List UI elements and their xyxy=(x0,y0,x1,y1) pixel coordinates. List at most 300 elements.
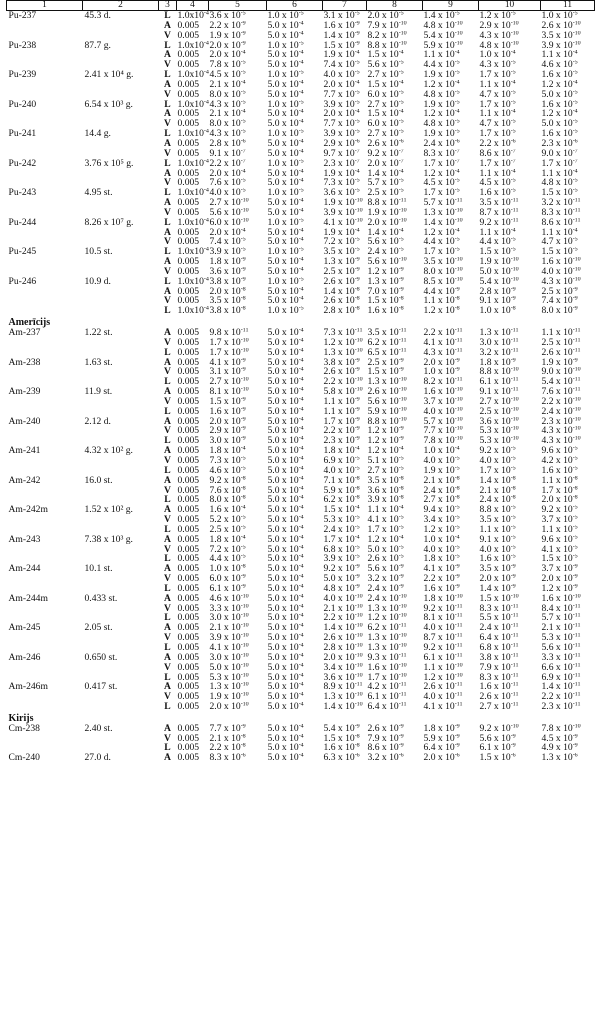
coefficient-cell: 8.0 x $10^{-5}$ xyxy=(209,89,246,100)
f1-value: 0.005 xyxy=(177,89,200,100)
coefficient-cell: 2.3 x 10-11 xyxy=(541,702,581,712)
coefficient-cell: 5.0 x $10^{-4}$ xyxy=(267,296,304,307)
half-life xyxy=(83,574,159,584)
half-life: 7.38 x 10³ g. xyxy=(84,534,133,545)
absorption-class: L xyxy=(164,70,171,80)
coefficient-cell: 9.7 x $10^{-7}$ xyxy=(323,148,360,159)
header-cell: 3 xyxy=(159,1,177,11)
table-row xyxy=(7,436,595,446)
coefficient-cell: 1.0 x $10^{-4}$ xyxy=(423,534,460,545)
coefficient-cell: 2.0 x $10^{-4}$ xyxy=(323,79,360,90)
coefficient-cell: 1.7 x $10^{-10}$ xyxy=(209,337,249,348)
absorption-class: L xyxy=(164,702,171,712)
coefficient-cell: 1.1 x $10^{-5}$ xyxy=(479,524,516,535)
nuclide-name xyxy=(7,495,83,505)
coefficient-cell: 6.1 x 10-11 xyxy=(423,652,463,663)
nuclide-name: Pu-241 xyxy=(8,129,37,139)
coefficient-cell: 2.1 x $10^{-4}$ xyxy=(209,79,246,90)
table-row xyxy=(7,643,595,653)
half-life xyxy=(83,178,159,188)
coefficient-cell: 1.6 x 10-8 xyxy=(323,743,360,754)
absorption-class: Ā xyxy=(164,475,171,486)
coefficient-cell: 4.6 x $10^{-5}$ xyxy=(541,60,578,71)
coefficient-cell: 7.7 x $10^{-10}$ xyxy=(423,426,463,437)
half-life xyxy=(83,554,159,564)
coefficient-cell: 1.8 x $10^{-4}$ xyxy=(323,446,360,456)
coefficient-cell: 7.8 x 10-10 xyxy=(541,723,581,734)
half-life xyxy=(83,338,159,348)
nuclide-name: Am-239 xyxy=(8,387,41,397)
half-life xyxy=(83,139,159,149)
absorption-class: Ā xyxy=(164,20,171,31)
nuclide-name xyxy=(7,178,83,188)
table-row xyxy=(7,21,595,31)
absorption-class: L xyxy=(164,40,171,51)
f1-value: 0.005 xyxy=(177,387,200,397)
coefficient-cell: 4.8 x $10^{-5}$ xyxy=(423,89,460,100)
coefficient-cell: 1.9 x $10^{-4}$ xyxy=(323,227,360,238)
table-row xyxy=(7,505,595,515)
coefficient-cell: 5.0 x $10^{-4}$ xyxy=(267,426,304,437)
half-life: 14.4 g. xyxy=(84,129,111,139)
header-row xyxy=(7,1,595,11)
coefficient-cell: 5.0 x $10^{-5}$ xyxy=(541,119,578,130)
f1-value: 0.005 xyxy=(177,60,200,71)
coefficient-cell: 3.8 x $10^{-8}$ xyxy=(209,306,246,317)
half-life: 45.3 d. xyxy=(84,10,111,21)
coefficient-cell: 8.2 x $10^{-10}$ xyxy=(367,30,407,41)
half-life: 87.7 g. xyxy=(84,40,111,51)
absorption-class: L xyxy=(164,554,171,565)
half-life xyxy=(83,367,159,377)
table-row xyxy=(7,594,595,604)
f1-value: 0.005 xyxy=(177,485,200,496)
coefficient-cell: 1.5 x $10^{-4}$ xyxy=(323,505,360,516)
coefficient-cell: 6.8 x $10^{-5}$ xyxy=(323,544,360,555)
f1-value: $1.0x10^{-4}$ xyxy=(177,10,209,21)
coefficient-cell: 6.2 x $10^{-11}$ xyxy=(367,623,407,634)
coefficient-cell: 4.0 x 10-11 xyxy=(423,692,463,703)
coefficient-cell: 1.4 x $10^{-10}$ xyxy=(323,623,363,634)
coefficient-cell: 4.1 x 10-10 xyxy=(209,643,249,653)
nuclide-name xyxy=(7,574,83,584)
half-life xyxy=(83,90,159,100)
nuclide-name xyxy=(7,663,83,673)
coefficient-cell: 1.5 x $10^{-5}$ xyxy=(541,188,578,199)
coefficient-cell: 2.1 x $10^{-4}$ xyxy=(209,109,246,120)
coefficient-cell: 5.0 x $10^{-4}$ xyxy=(267,79,304,90)
table-row xyxy=(7,623,595,633)
coefficient-cell: 5.0 x $10^{-4}$ xyxy=(267,387,304,397)
coefficient-cell: 1.5 x $10^{-10}$ xyxy=(479,593,519,604)
coefficient-cell: 1.2 x $10^{-4}$ xyxy=(423,79,460,90)
f1-value: 0.005 xyxy=(177,633,200,643)
coefficient-cell: 2.6 x 10-11 xyxy=(479,692,519,703)
nuclide-name xyxy=(7,139,83,149)
coefficient-cell: 1.7 x $10^{-10}$ xyxy=(209,347,249,358)
coefficient-cell: 3.2 x 10-6 xyxy=(367,753,404,764)
coefficient-cell: 2.3 x $10^{-7}$ xyxy=(323,158,360,169)
coefficient-cell: 4.0 x $10^{-10}$ xyxy=(423,406,463,417)
table-row xyxy=(7,90,595,100)
coefficient-cell: 5.9 x 10-9 xyxy=(423,733,460,744)
coefficient-cell: 1.9 x $10^{-4}$ xyxy=(323,50,360,61)
table-row xyxy=(7,11,595,21)
half-life: 10.5 st. xyxy=(84,247,113,258)
coefficient-cell: 5.0 x 10-4 xyxy=(267,652,304,663)
coefficient-cell: 2.4 x $10^{-9}$ xyxy=(367,583,404,594)
coefficient-cell: 7.6 x $10^{-5}$ xyxy=(209,178,246,189)
coefficient-cell: 3.5 x $10^{-8}$ xyxy=(209,296,246,307)
coefficient-cell: 5.0 x 10-4 xyxy=(267,743,304,754)
half-life xyxy=(83,228,159,238)
nuclide-name xyxy=(7,119,83,129)
coefficient-cell: 5.6 x $10^{-5}$ xyxy=(367,60,404,71)
coefficient-cell: 4.0 x $10^{-10}$ xyxy=(541,266,581,277)
coefficient-cell: 8.0 x $10^{-9}$ xyxy=(541,306,578,317)
coefficient-cell: 3.2 x $10^{-9}$ xyxy=(367,574,404,584)
coefficient-cell: 5.0 x $10^{-5}$ xyxy=(541,89,578,100)
coefficient-cell: 4.8 x $10^{-10}$ xyxy=(479,40,519,51)
coefficient-cell: 5.4 x $10^{-10}$ xyxy=(479,276,519,287)
coefficient-cell: 1.2 x $10^{-8}$ xyxy=(423,306,460,317)
half-life xyxy=(83,633,159,643)
coefficient-cell: 1.3 x $10^{-10}$ xyxy=(423,207,463,218)
half-life xyxy=(83,80,159,90)
f1-value: 0.005 xyxy=(177,328,200,338)
f1-value: 0.005 xyxy=(177,593,200,604)
nuclide-name xyxy=(7,426,83,436)
half-life xyxy=(83,702,159,712)
table-row xyxy=(7,50,595,60)
coefficient-cell: 5.6 x $10^{-9}$ xyxy=(367,564,404,575)
header-cell: 7 xyxy=(323,1,367,11)
coefficient-cell: 5.3 x 10-11 xyxy=(541,633,581,643)
coefficient-cell: 5.8 x $10^{-10}$ xyxy=(323,387,363,397)
absorption-class: V xyxy=(164,603,171,614)
coefficient-cell: 2.3 x $10^{-9}$ xyxy=(323,436,360,447)
coefficient-cell: 4.3 x $10^{-10}$ xyxy=(541,276,581,287)
coefficient-cell: 1.4 x $10^{-4}$ xyxy=(367,168,404,179)
nuclide-name xyxy=(7,643,83,653)
coefficient-cell: 8.3 x $10^{-11}$ xyxy=(479,603,519,614)
coefficient-cell: 4.4 x $10^{-5}$ xyxy=(479,237,516,248)
coefficient-cell: 2.5 x $10^{-9}$ xyxy=(541,286,578,297)
coefficient-cell: 5.0 x $10^{-4}$ xyxy=(267,554,304,565)
absorption-class: Ā xyxy=(164,387,171,397)
coefficient-cell: 1.1 x $10^{-4}$ xyxy=(541,50,578,61)
coefficient-cell: 1.0 x $10^{-5}$ xyxy=(267,306,304,317)
half-life: 8.26 x 10⁷ g. xyxy=(84,217,134,228)
coefficient-cell: 5.0 x $10^{-4}$ xyxy=(267,257,304,267)
coefficient-cell: 1.2 x $10^{-4}$ xyxy=(367,534,404,545)
coefficient-cell: 1.6 x $10^{-5}$ xyxy=(541,70,578,80)
nuclide-name xyxy=(7,367,83,377)
coefficient-cell: 2.6 x $10^{-8}$ xyxy=(323,296,360,307)
coefficient-cell: 4.2 x $10^{-5}$ xyxy=(541,455,578,466)
coefficient-cell: 1.7 x $10^{-7}$ xyxy=(541,158,578,169)
table-row xyxy=(7,653,595,663)
f1-value: 0.005 xyxy=(177,465,200,476)
absorption-class: L xyxy=(164,465,171,476)
coefficient-cell: 5.6 x $10^{-10}$ xyxy=(209,207,249,218)
half-life xyxy=(83,257,159,267)
coefficient-cell: 1.2 x $10^{-9}$ xyxy=(367,426,404,437)
coefficient-cell: 1.6 x 10-11 xyxy=(479,682,519,693)
coefficient-cell: 2.4 x $10^{-10}$ xyxy=(541,406,581,417)
nuclide-name: Am-245 xyxy=(8,623,41,634)
nuclide-name xyxy=(7,198,83,208)
half-life xyxy=(83,296,159,306)
coefficient-cell: 1.2 x $10^{-4}$ xyxy=(423,168,460,179)
table-row xyxy=(7,328,595,338)
nuclide-name xyxy=(7,90,83,100)
nuclide-name: Am-242 xyxy=(8,475,41,486)
coefficient-cell: 5.0 x $10^{-4}$ xyxy=(267,416,304,427)
table-row xyxy=(7,198,595,208)
coefficient-cell: 5.0 x $10^{-4}$ xyxy=(267,524,304,535)
nuclide-name xyxy=(7,515,83,525)
table-row xyxy=(7,149,595,159)
header-cell: 10 xyxy=(479,1,541,11)
coefficient-cell: 7.4 x $10^{-9}$ xyxy=(541,296,578,307)
table-row xyxy=(7,129,595,139)
coefficient-cell: 5.0 x 10-10 xyxy=(209,662,249,673)
coefficient-cell: 7.9 x $10^{-10}$ xyxy=(367,20,407,31)
coefficient-cell: 5.0 x $10^{-4}$ xyxy=(267,119,304,130)
f1-value: 0.005 xyxy=(177,583,200,594)
nuclide-name: Pu-244 xyxy=(8,217,37,228)
coefficient-cell: 3.5 x $10^{-11}$ xyxy=(479,198,519,208)
half-life: 0.650 st. xyxy=(84,652,118,663)
coefficient-cell: 2.2 x $10^{-9}$ xyxy=(423,574,460,584)
coefficient-cell: 1.0 x $10^{-5}$ xyxy=(267,129,304,139)
half-life: 0.417 st. xyxy=(84,682,118,693)
header-cell: 2 xyxy=(83,1,159,11)
nuclide-name: Pu-240 xyxy=(8,99,37,110)
coefficient-cell: 5.2 x $10^{-5}$ xyxy=(209,515,246,525)
coefficient-cell: 1.3 x 10-10 xyxy=(367,643,407,653)
coefficient-cell: 5.0 x 10-4 xyxy=(267,672,304,683)
coefficient-cell: 5.0 x $10^{-4}$ xyxy=(267,148,304,159)
coefficient-cell: 1.7 x $10^{-8}$ xyxy=(541,485,578,496)
nuclide-name xyxy=(7,436,83,446)
absorption-class: Ā xyxy=(164,286,171,297)
coefficient-cell: 5.0 x $10^{-4}$ xyxy=(267,505,304,516)
coefficient-cell: 9.2 x $10^{-7}$ xyxy=(367,148,404,159)
coefficient-cell: 4.7 x $10^{-5}$ xyxy=(479,119,516,130)
coefficient-cell: 9.3 x 10-11 xyxy=(367,652,407,663)
coefficient-cell: 6.8 x 10-11 xyxy=(479,643,519,653)
absorption-class: V xyxy=(164,574,171,584)
f1-value: 0.005 xyxy=(177,733,200,744)
coefficient-cell: 1.7 x $10^{-7}$ xyxy=(479,158,516,169)
coefficient-cell: 5.0 x $10^{-4}$ xyxy=(267,50,304,61)
coefficient-cell: 5.0 x $10^{-4}$ xyxy=(267,207,304,218)
nuclide-name xyxy=(7,466,83,476)
f1-value: 0.005 xyxy=(177,286,200,297)
coefficient-cell: 1.9 x $10^{-10}$ xyxy=(479,257,519,267)
half-life: 4.95 st. xyxy=(84,188,113,199)
coefficient-cell: 2.9 x $10^{-10}$ xyxy=(479,20,519,31)
coefficient-cell: 1.3 x $10^{-11}$ xyxy=(479,328,519,338)
table-row xyxy=(7,139,595,149)
coefficient-cell: 5.0 x $10^{-4}$ xyxy=(267,60,304,71)
absorption-class: L xyxy=(164,99,171,110)
table-row xyxy=(7,208,595,218)
header-cell: 1 xyxy=(7,1,83,11)
coefficient-cell: 2.1 x 10-11 xyxy=(541,623,581,634)
coefficient-cell: 4.3 x $10^{-5}$ xyxy=(209,129,246,139)
coefficient-cell: 5.0 x 10-4 xyxy=(267,733,304,744)
coefficient-cell: 1.7 x $10^{-7}$ xyxy=(423,158,460,169)
f1-value: 0.005 xyxy=(177,296,200,307)
coefficient-cell: 5.7 x $10^{-10}$ xyxy=(423,416,463,427)
nuclide-name: Am-237 xyxy=(8,328,41,338)
absorption-class: V xyxy=(164,148,171,159)
absorption-class: Ā xyxy=(164,198,171,208)
coefficient-cell: 1.3 x $10^{-10}$ xyxy=(323,347,363,358)
half-life xyxy=(83,515,159,525)
nuclide-name xyxy=(7,673,83,683)
coefficient-cell: 2.0 x $10^{-4}$ xyxy=(209,227,246,238)
coefficient-cell: 2.9 x $10^{-9}$ xyxy=(209,426,246,437)
coefficient-cell: 8.3 x $10^{-7}$ xyxy=(423,148,460,159)
coefficient-cell: 1.2 x $10^{-9}$ xyxy=(541,583,578,594)
coefficient-cell: 2.0 x $10^{-9}$ xyxy=(479,574,516,584)
coefficient-cell: 2.1 x $10^{-10}$ xyxy=(209,623,249,634)
nuclide-name: Cm-238 xyxy=(8,723,40,734)
coefficient-cell: 5.0 x $10^{-4}$ xyxy=(267,564,304,575)
coefficient-cell: 7.4 x $10^{-5}$ xyxy=(323,60,360,71)
coefficient-cell: 2.0 x $10^{-5}$ xyxy=(367,10,404,21)
table-row xyxy=(7,306,595,316)
coefficient-cell: 5.0 x $10^{-9}$ xyxy=(323,574,360,584)
absorption-class: L xyxy=(164,306,171,317)
table-row xyxy=(7,218,595,228)
coefficient-cell: 3.8 x $10^{-9}$ xyxy=(209,276,246,287)
nuclide-name: Cm-240 xyxy=(8,753,40,764)
table-row xyxy=(7,60,595,70)
absorption-class: L xyxy=(164,276,171,287)
f1-value: 0.005 xyxy=(177,357,200,368)
absorption-class: Ā xyxy=(164,446,171,456)
coefficient-cell: 4.5 x $10^{-5}$ xyxy=(423,178,460,189)
table-row xyxy=(7,673,595,683)
coefficient-cell: 3.2 x $10^{-11}$ xyxy=(479,347,519,358)
coefficient-cell: 4.7 x $10^{-5}$ xyxy=(479,89,516,100)
half-life xyxy=(83,743,159,753)
f1-value: 0.005 xyxy=(177,426,200,437)
absorption-class: L xyxy=(164,613,171,624)
f1-value: 0.005 xyxy=(177,30,200,41)
coefficient-cell: 2.0 x $10^{-7}$ xyxy=(367,158,404,169)
coefficient-cell: 2.2 x $10^{-10}$ xyxy=(541,396,581,407)
half-life: 10.1 st. xyxy=(84,564,113,575)
half-life: 3.76 x 10⁵ g. xyxy=(84,158,134,169)
absorption-class: Ā xyxy=(164,138,171,149)
coefficient-cell: 6.2 x $10^{-8}$ xyxy=(323,495,360,506)
coefficient-cell: 1.0 x $10^{-9}$ xyxy=(423,367,460,378)
half-life xyxy=(83,545,159,555)
coefficient-cell: 9.0 x $10^{-10}$ xyxy=(541,367,581,378)
coefficient-cell: 7.8 x $10^{-10}$ xyxy=(423,436,463,447)
coefficient-cell: 3.5 x $10^{-5}$ xyxy=(479,515,516,525)
coefficient-cell: 6.6 x 10-11 xyxy=(541,662,581,673)
nuclide-name: Am-238 xyxy=(8,357,41,368)
coefficient-cell: 1.5 x $10^{-9}$ xyxy=(323,40,360,51)
absorption-class: V xyxy=(164,89,171,100)
absorption-class: V xyxy=(164,396,171,407)
absorption-class: L xyxy=(164,217,171,228)
absorption-class: V xyxy=(164,207,171,218)
coefficient-cell: 9.4 x $10^{-5}$ xyxy=(423,505,460,516)
f1-value: 0.005 xyxy=(177,682,200,693)
nuclide-name xyxy=(7,613,83,623)
table-row xyxy=(7,407,595,417)
coefficient-cell: 5.0 x 10-4 xyxy=(267,692,304,703)
coefficient-cell: 5.0 x $10^{-4}$ xyxy=(267,347,304,358)
half-life xyxy=(83,287,159,297)
table-row xyxy=(7,358,595,368)
coefficient-cell: 5.0 x $10^{-4}$ xyxy=(267,574,304,584)
absorption-class: Ā xyxy=(164,227,171,238)
coefficient-cell: 1.5 x $10^{-8}$ xyxy=(367,296,404,307)
coefficient-cell: 2.7 x $10^{-10}$ xyxy=(209,198,249,208)
half-life xyxy=(83,267,159,277)
f1-value: 0.005 xyxy=(177,662,200,673)
coefficient-cell: 5.0 x $10^{-4}$ xyxy=(267,30,304,41)
table-row xyxy=(7,456,595,466)
coefficient-cell: 1.9 x $10^{-5}$ xyxy=(423,129,460,139)
coefficient-cell: 1.9 x $10^{-5}$ xyxy=(423,465,460,476)
coefficient-cell: 4.3 x $10^{-5}$ xyxy=(209,99,246,110)
coefficient-cell: 2.2 x $10^{-10}$ xyxy=(323,377,363,388)
dose-coefficient-table xyxy=(6,0,595,763)
coefficient-cell: 2.7 x $10^{-5}$ xyxy=(367,70,404,80)
half-life xyxy=(83,643,159,653)
f1-value: 0.005 xyxy=(177,50,200,61)
coefficient-cell: 4.0 x $10^{-5}$ xyxy=(479,544,516,555)
absorption-class: V xyxy=(164,633,171,643)
coefficient-cell: 1.6 x $10^{-9}$ xyxy=(423,583,460,594)
coefficient-cell: 2.6 x $10^{-11}$ xyxy=(541,347,581,358)
table-row xyxy=(7,525,595,535)
absorption-class: Ā xyxy=(164,328,171,338)
coefficient-cell: 2.8 x $10^{-9}$ xyxy=(479,286,516,297)
half-life xyxy=(83,734,159,744)
table-row xyxy=(7,237,595,247)
coefficient-cell: 1.7 x $10^{-5}$ xyxy=(367,524,404,535)
coefficient-cell: 2.7 x $10^{-5}$ xyxy=(367,465,404,476)
coefficient-cell: 8.7 x $10^{-11}$ xyxy=(479,207,519,218)
coefficient-cell: 2.1 x $10^{-8}$ xyxy=(423,475,460,486)
table-row xyxy=(7,188,595,198)
coefficient-cell: 1.0 x $10^{-4}$ xyxy=(423,446,460,456)
nuclide-name xyxy=(7,296,83,306)
nuclide-name xyxy=(7,237,83,247)
coefficient-cell: 3.9 x $10^{-5}$ xyxy=(323,129,360,139)
coefficient-cell: 1.1 x $10^{-8}$ xyxy=(541,475,578,486)
coefficient-cell: 1.7 x $10^{-5}$ xyxy=(423,247,460,258)
coefficient-cell: 4.1 x $10^{-9}$ xyxy=(423,564,460,575)
coefficient-cell: 1.2 x $10^{-5}$ xyxy=(423,524,460,535)
absorption-class: L xyxy=(164,583,171,594)
half-life xyxy=(83,377,159,387)
coefficient-cell: 3.7 x $10^{-5}$ xyxy=(541,515,578,525)
coefficient-cell: 3.3 x $10^{-10}$ xyxy=(209,603,249,614)
coefficient-cell: 1.1 x $10^{-9}$ xyxy=(323,396,360,407)
